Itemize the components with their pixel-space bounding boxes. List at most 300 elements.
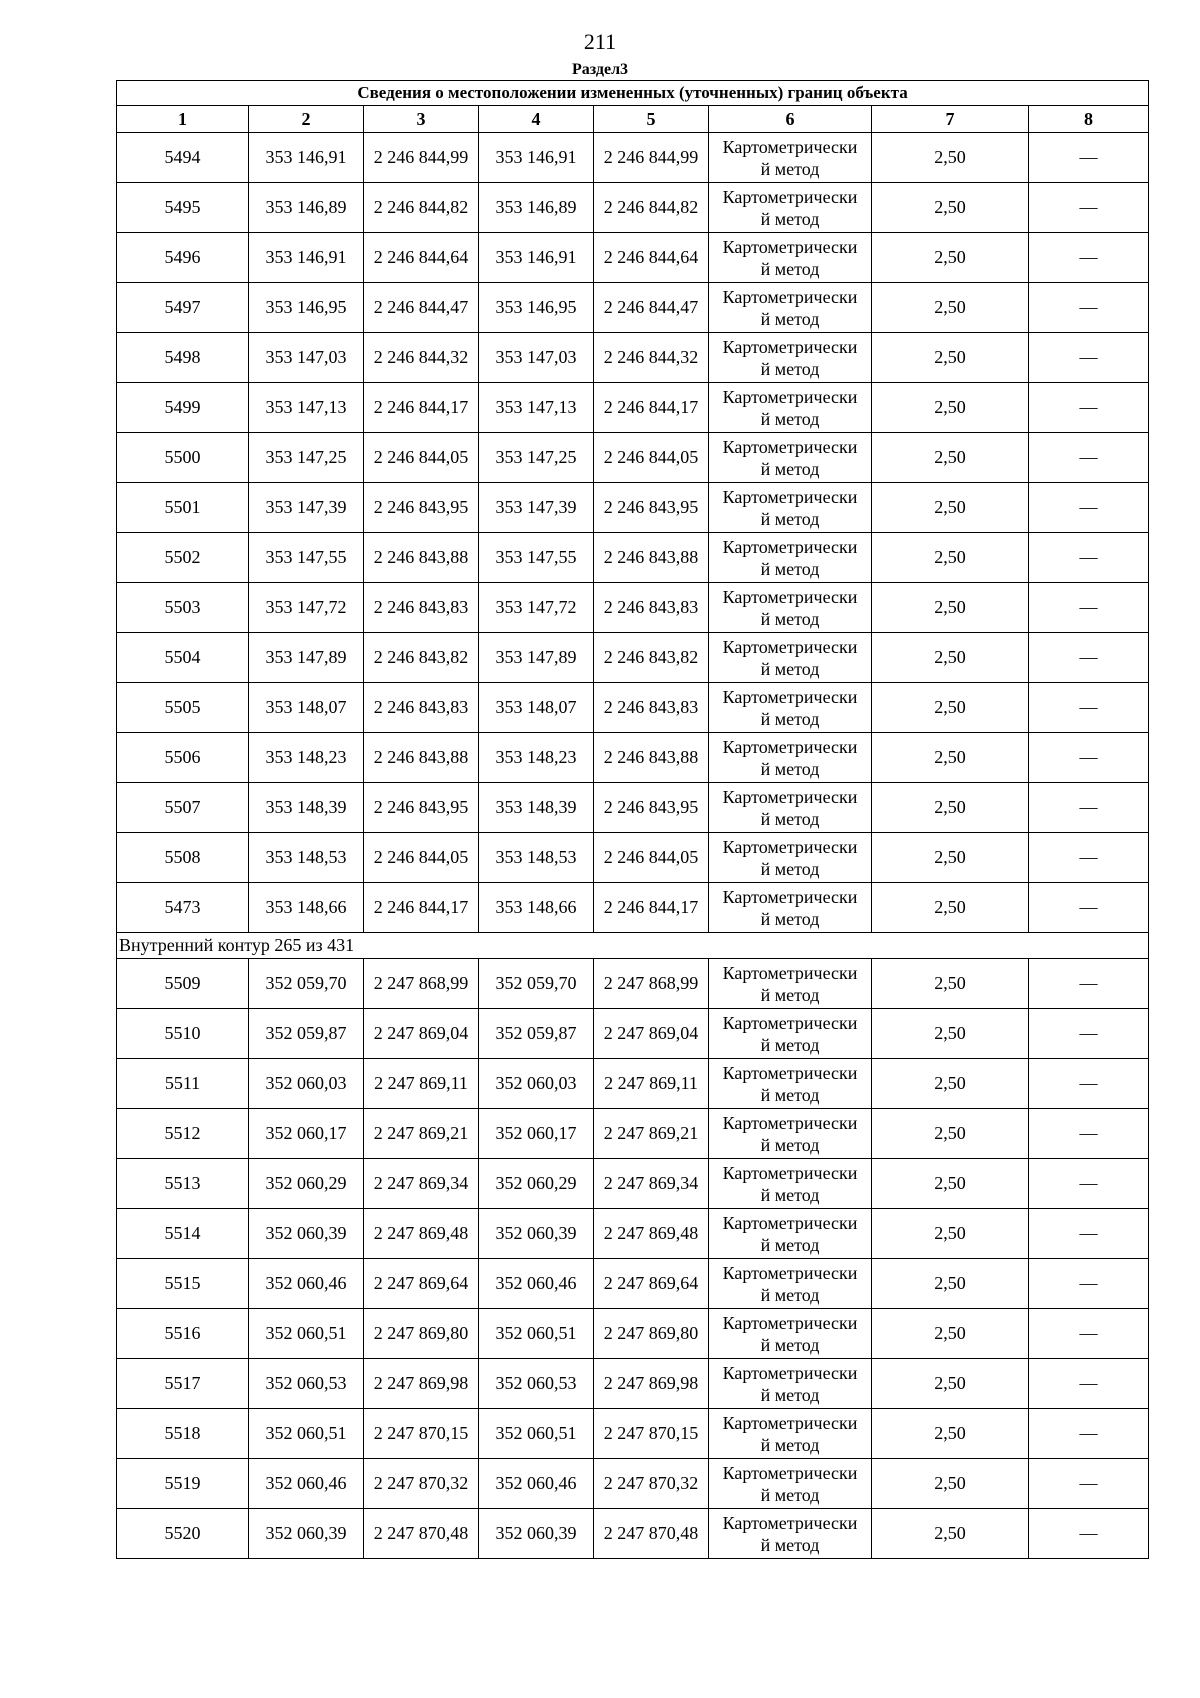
table-row [117, 1409, 1149, 1459]
table-caption-row [117, 81, 1149, 106]
column-number: 8 [1029, 106, 1149, 133]
table-row [117, 1109, 1149, 1159]
column-number: 3 [364, 106, 479, 133]
contour-heading: Внутренний контур 265 из 431 [117, 933, 1149, 959]
method-text: Картометрически [722, 1362, 858, 1383]
accuracy-cell: 2,50 [872, 583, 1029, 633]
accuracy-cell: 2,50 [872, 959, 1029, 1009]
method-cell [709, 1259, 872, 1309]
y-new-coordinate-cell: 2 246 844,99 [594, 133, 709, 183]
point-number-cell: 5510 [117, 1009, 249, 1059]
y-coordinate-cell: 2 246 844,05 [364, 433, 479, 483]
note-cell: — [1029, 1459, 1149, 1509]
note-cell: — [1029, 1359, 1149, 1409]
table-caption: Сведения о местоположении измененных (уточненных) границ объекта [117, 81, 1149, 106]
accuracy-cell: 2,50 [872, 1259, 1029, 1309]
note-cell: — [1029, 883, 1149, 933]
x-coordinate-cell: 353 146,91 [249, 133, 364, 183]
method-text: Картометрически [722, 286, 858, 307]
note-cell: — [1029, 1209, 1149, 1259]
note-cell: — [1029, 133, 1149, 183]
note-cell: — [1029, 633, 1149, 683]
column-number: 1 [117, 106, 249, 133]
note-cell: — [1029, 1059, 1149, 1109]
x-new-coordinate-cell: 353 147,25 [479, 433, 594, 483]
x-new-coordinate-cell: 353 147,89 [479, 633, 594, 683]
point-number-cell: 5498 [117, 333, 249, 383]
note-cell: — [1029, 1259, 1149, 1309]
method-cell [709, 1459, 872, 1509]
table-row [117, 1009, 1149, 1059]
method-text: Картометрически [722, 686, 858, 707]
x-new-coordinate-cell: 353 146,91 [479, 133, 594, 183]
table-row [117, 683, 1149, 733]
method-text: й метод [760, 258, 820, 279]
table-row [117, 533, 1149, 583]
x-new-coordinate-cell: 353 146,89 [479, 183, 594, 233]
note-cell: — [1029, 1409, 1149, 1459]
y-coordinate-cell: 2 246 843,83 [364, 583, 479, 633]
x-coordinate-cell: 353 147,13 [249, 383, 364, 433]
y-new-coordinate-cell: 2 247 869,80 [594, 1309, 709, 1359]
accuracy-cell: 2,50 [872, 633, 1029, 683]
point-number-cell: 5514 [117, 1209, 249, 1259]
y-new-coordinate-cell: 2 246 843,82 [594, 633, 709, 683]
y-coordinate-cell: 2 246 844,17 [364, 883, 479, 933]
method-cell [709, 383, 872, 433]
point-number-cell: 5518 [117, 1409, 249, 1459]
y-new-coordinate-cell: 2 247 869,48 [594, 1209, 709, 1259]
y-new-coordinate-cell: 2 247 869,04 [594, 1009, 709, 1059]
y-new-coordinate-cell: 2 246 843,95 [594, 483, 709, 533]
accuracy-cell: 2,50 [872, 1309, 1029, 1359]
method-cell [709, 583, 872, 633]
x-coordinate-cell: 353 147,89 [249, 633, 364, 683]
method-text: й метод [760, 1234, 820, 1255]
method-text: й метод [760, 458, 820, 479]
table-row [117, 383, 1149, 433]
y-new-coordinate-cell: 2 247 870,32 [594, 1459, 709, 1509]
method-text: й метод [760, 408, 820, 429]
accuracy-cell: 2,50 [872, 533, 1029, 583]
table-row [117, 433, 1149, 483]
note-cell: — [1029, 1509, 1149, 1559]
table-row [117, 833, 1149, 883]
x-coordinate-cell: 352 060,46 [249, 1259, 364, 1309]
x-new-coordinate-cell: 352 060,29 [479, 1159, 594, 1209]
x-new-coordinate-cell: 352 060,46 [479, 1459, 594, 1509]
method-text: й метод [760, 1484, 820, 1505]
y-new-coordinate-cell: 2 246 843,83 [594, 583, 709, 633]
x-new-coordinate-cell: 352 060,51 [479, 1309, 594, 1359]
y-new-coordinate-cell: 2 246 843,88 [594, 533, 709, 583]
point-number-cell: 5504 [117, 633, 249, 683]
method-text: Картометрически [722, 236, 858, 257]
table-row [117, 333, 1149, 383]
column-number: 2 [249, 106, 364, 133]
x-coordinate-cell: 353 147,72 [249, 583, 364, 633]
x-new-coordinate-cell: 352 059,70 [479, 959, 594, 1009]
section-label: Раздел3 [571, 61, 629, 78]
accuracy-cell: 2,50 [872, 833, 1029, 883]
column-number-row [117, 106, 1149, 133]
method-text: Картометрически [722, 436, 858, 457]
y-coordinate-cell: 2 246 844,82 [364, 183, 479, 233]
y-new-coordinate-cell: 2 246 843,95 [594, 783, 709, 833]
point-number-cell: 5520 [117, 1509, 249, 1559]
x-coordinate-cell: 352 059,87 [249, 1009, 364, 1059]
method-cell [709, 783, 872, 833]
note-cell: — [1029, 483, 1149, 533]
accuracy-cell: 2,50 [872, 1209, 1029, 1259]
table-row [117, 1359, 1149, 1409]
table-row [117, 783, 1149, 833]
x-coordinate-cell: 352 060,46 [249, 1459, 364, 1509]
x-coordinate-cell: 352 060,39 [249, 1209, 364, 1259]
y-new-coordinate-cell: 2 246 844,47 [594, 283, 709, 333]
point-number-cell: 5499 [117, 383, 249, 433]
table-row [117, 733, 1149, 783]
x-coordinate-cell: 353 148,53 [249, 833, 364, 883]
method-cell [709, 1309, 872, 1359]
y-coordinate-cell: 2 247 869,98 [364, 1359, 479, 1409]
method-cell [709, 1209, 872, 1259]
point-number-cell: 5497 [117, 283, 249, 333]
y-new-coordinate-cell: 2 246 844,05 [594, 833, 709, 883]
table-row [117, 1209, 1149, 1259]
method-cell [709, 1059, 872, 1109]
accuracy-cell: 2,50 [872, 1509, 1029, 1559]
point-number-cell: 5473 [117, 883, 249, 933]
y-new-coordinate-cell: 2 246 843,88 [594, 733, 709, 783]
accuracy-cell: 2,50 [872, 483, 1029, 533]
method-text: й метод [760, 1534, 820, 1555]
x-new-coordinate-cell: 353 148,23 [479, 733, 594, 783]
method-text: й метод [760, 908, 820, 929]
accuracy-cell: 2,50 [872, 1409, 1029, 1459]
y-new-coordinate-cell: 2 247 869,98 [594, 1359, 709, 1409]
point-number-cell: 5496 [117, 233, 249, 283]
x-coordinate-cell: 353 148,66 [249, 883, 364, 933]
y-coordinate-cell: 2 246 844,64 [364, 233, 479, 283]
method-text: й метод [760, 158, 820, 179]
method-text: Картометрически [722, 962, 858, 983]
point-number-cell: 5503 [117, 583, 249, 633]
y-new-coordinate-cell: 2 246 844,64 [594, 233, 709, 283]
point-number-cell: 5517 [117, 1359, 249, 1409]
method-cell [709, 1359, 872, 1409]
method-text: Картометрически [722, 586, 858, 607]
x-new-coordinate-cell: 353 148,07 [479, 683, 594, 733]
y-new-coordinate-cell: 2 246 844,17 [594, 383, 709, 433]
y-coordinate-cell: 2 246 844,32 [364, 333, 479, 383]
x-new-coordinate-cell: 353 146,91 [479, 233, 594, 283]
point-number-cell: 5509 [117, 959, 249, 1009]
method-text: Картометрически [722, 536, 858, 557]
y-coordinate-cell: 2 247 869,04 [364, 1009, 479, 1059]
x-coordinate-cell: 352 060,03 [249, 1059, 364, 1109]
accuracy-cell: 2,50 [872, 183, 1029, 233]
method-text: й метод [760, 208, 820, 229]
point-number-cell: 5508 [117, 833, 249, 883]
method-cell [709, 1159, 872, 1209]
x-coordinate-cell: 353 146,89 [249, 183, 364, 233]
method-text: Картометрически [722, 386, 858, 407]
table-row [117, 633, 1149, 683]
method-cell [709, 959, 872, 1009]
column-number: 4 [479, 106, 594, 133]
method-cell [709, 333, 872, 383]
method-cell [709, 683, 872, 733]
accuracy-cell: 2,50 [872, 1109, 1029, 1159]
y-coordinate-cell: 2 246 843,88 [364, 533, 479, 583]
table-row [117, 1309, 1149, 1359]
method-text: й метод [760, 1184, 820, 1205]
method-text: й метод [760, 858, 820, 879]
method-cell [709, 1409, 872, 1459]
y-coordinate-cell: 2 247 869,80 [364, 1309, 479, 1359]
note-cell: — [1029, 1309, 1149, 1359]
x-coordinate-cell: 353 147,55 [249, 533, 364, 583]
accuracy-cell: 2,50 [872, 383, 1029, 433]
x-new-coordinate-cell: 353 148,66 [479, 883, 594, 933]
point-number-cell: 5511 [117, 1059, 249, 1109]
note-cell: — [1029, 383, 1149, 433]
method-cell [709, 733, 872, 783]
method-text: Картометрически [722, 836, 858, 857]
x-coordinate-cell: 352 059,70 [249, 959, 364, 1009]
note-cell: — [1029, 233, 1149, 283]
y-new-coordinate-cell: 2 247 870,15 [594, 1409, 709, 1459]
table-row [117, 183, 1149, 233]
y-coordinate-cell: 2 247 870,48 [364, 1509, 479, 1559]
method-text: й метод [760, 508, 820, 529]
y-coordinate-cell: 2 247 870,32 [364, 1459, 479, 1509]
x-new-coordinate-cell: 353 147,72 [479, 583, 594, 633]
accuracy-cell: 2,50 [872, 1159, 1029, 1209]
method-text: Картометрически [722, 1012, 858, 1033]
method-cell [709, 883, 872, 933]
x-coordinate-cell: 353 147,39 [249, 483, 364, 533]
x-new-coordinate-cell: 353 148,39 [479, 783, 594, 833]
y-coordinate-cell: 2 246 844,99 [364, 133, 479, 183]
method-text: й метод [760, 1034, 820, 1055]
note-cell: — [1029, 833, 1149, 883]
method-text: й метод [760, 708, 820, 729]
x-new-coordinate-cell: 352 060,17 [479, 1109, 594, 1159]
method-text: й метод [760, 1134, 820, 1155]
method-cell [709, 183, 872, 233]
table-row [117, 133, 1149, 183]
note-cell: — [1029, 283, 1149, 333]
y-coordinate-cell: 2 246 843,83 [364, 683, 479, 733]
method-text: й метод [760, 1434, 820, 1455]
y-coordinate-cell: 2 247 869,34 [364, 1159, 479, 1209]
accuracy-cell: 2,50 [872, 233, 1029, 283]
x-coordinate-cell: 353 147,03 [249, 333, 364, 383]
point-number-cell: 5502 [117, 533, 249, 583]
method-cell [709, 633, 872, 683]
y-coordinate-cell: 2 246 843,95 [364, 483, 479, 533]
x-new-coordinate-cell: 352 060,03 [479, 1059, 594, 1109]
y-coordinate-cell: 2 247 868,99 [364, 959, 479, 1009]
x-coordinate-cell: 352 060,53 [249, 1359, 364, 1409]
y-new-coordinate-cell: 2 247 868,99 [594, 959, 709, 1009]
table-row [117, 483, 1149, 533]
point-number-cell: 5495 [117, 183, 249, 233]
y-coordinate-cell: 2 247 869,48 [364, 1209, 479, 1259]
y-new-coordinate-cell: 2 246 844,05 [594, 433, 709, 483]
method-cell [709, 1109, 872, 1159]
accuracy-cell: 2,50 [872, 1459, 1029, 1509]
point-number-cell: 5507 [117, 783, 249, 833]
note-cell: — [1029, 433, 1149, 483]
x-new-coordinate-cell: 353 147,55 [479, 533, 594, 583]
y-coordinate-cell: 2 246 844,05 [364, 833, 479, 883]
boundary-coordinates-table [116, 80, 1149, 1559]
y-coordinate-cell: 2 246 843,82 [364, 633, 479, 683]
x-new-coordinate-cell: 352 060,39 [479, 1509, 594, 1559]
x-coordinate-cell: 353 148,23 [249, 733, 364, 783]
method-text: й метод [760, 558, 820, 579]
accuracy-cell: 2,50 [872, 883, 1029, 933]
method-cell [709, 283, 872, 333]
table-row [117, 583, 1149, 633]
table-row [117, 1459, 1149, 1509]
note-cell: — [1029, 733, 1149, 783]
table-row [117, 233, 1149, 283]
accuracy-cell: 2,50 [872, 733, 1029, 783]
x-new-coordinate-cell: 353 147,13 [479, 383, 594, 433]
note-cell: — [1029, 183, 1149, 233]
method-text: Картометрически [722, 1062, 858, 1083]
method-text: Картометрически [722, 1462, 858, 1483]
accuracy-cell: 2,50 [872, 1059, 1029, 1109]
method-text: Картометрически [722, 486, 858, 507]
method-cell [709, 133, 872, 183]
x-coordinate-cell: 352 060,29 [249, 1159, 364, 1209]
accuracy-cell: 2,50 [872, 683, 1029, 733]
table-row [117, 883, 1149, 933]
y-coordinate-cell: 2 247 869,11 [364, 1059, 479, 1109]
note-cell: — [1029, 533, 1149, 583]
note-cell: — [1029, 1109, 1149, 1159]
y-new-coordinate-cell: 2 247 870,48 [594, 1509, 709, 1559]
x-coordinate-cell: 352 060,51 [249, 1409, 364, 1459]
note-cell: — [1029, 583, 1149, 633]
y-new-coordinate-cell: 2 247 869,34 [594, 1159, 709, 1209]
y-coordinate-cell: 2 246 843,88 [364, 733, 479, 783]
method-text: Картометрически [722, 786, 858, 807]
method-text: Картометрически [722, 636, 858, 657]
method-text: й метод [760, 308, 820, 329]
method-text: Картометрически [722, 1212, 858, 1233]
method-text: Картометрически [722, 1112, 858, 1133]
x-coordinate-cell: 352 060,51 [249, 1309, 364, 1359]
method-text: Картометрически [722, 736, 858, 757]
method-cell [709, 833, 872, 883]
column-number: 5 [594, 106, 709, 133]
note-cell: — [1029, 959, 1149, 1009]
table-row [117, 1059, 1149, 1109]
y-coordinate-cell: 2 247 869,21 [364, 1109, 479, 1159]
method-cell [709, 483, 872, 533]
method-text: Картометрически [722, 1312, 858, 1333]
y-new-coordinate-cell: 2 246 844,17 [594, 883, 709, 933]
note-cell: — [1029, 1009, 1149, 1059]
method-cell [709, 1009, 872, 1059]
method-text: й метод [760, 608, 820, 629]
point-number-cell: 5505 [117, 683, 249, 733]
note-cell: — [1029, 333, 1149, 383]
method-text: й метод [760, 1384, 820, 1405]
table-body [117, 81, 1149, 1559]
y-new-coordinate-cell: 2 247 869,11 [594, 1059, 709, 1109]
accuracy-cell: 2,50 [872, 783, 1029, 833]
x-new-coordinate-cell: 353 147,03 [479, 333, 594, 383]
y-coordinate-cell: 2 246 844,17 [364, 383, 479, 433]
method-text: Картометрически [722, 1262, 858, 1283]
column-number: 6 [709, 106, 872, 133]
method-text: й метод [760, 1284, 820, 1305]
accuracy-cell: 2,50 [872, 133, 1029, 183]
method-text: Картометрически [722, 186, 858, 207]
contour-heading-row [117, 933, 1149, 959]
x-coordinate-cell: 353 146,91 [249, 233, 364, 283]
method-text: й метод [760, 1334, 820, 1355]
point-number-cell: 5513 [117, 1159, 249, 1209]
page-number: 211 [583, 29, 617, 54]
accuracy-cell: 2,50 [872, 433, 1029, 483]
y-new-coordinate-cell: 2 246 844,32 [594, 333, 709, 383]
accuracy-cell: 2,50 [872, 1359, 1029, 1409]
y-new-coordinate-cell: 2 246 844,82 [594, 183, 709, 233]
method-cell [709, 233, 872, 283]
method-text: й метод [760, 984, 820, 1005]
x-coordinate-cell: 352 060,39 [249, 1509, 364, 1559]
table-row [117, 1509, 1149, 1559]
point-number-cell: 5519 [117, 1459, 249, 1509]
method-cell [709, 433, 872, 483]
point-number-cell: 5516 [117, 1309, 249, 1359]
x-coordinate-cell: 353 147,25 [249, 433, 364, 483]
method-cell [709, 1509, 872, 1559]
method-text: й метод [760, 758, 820, 779]
note-cell: — [1029, 1159, 1149, 1209]
column-number: 7 [872, 106, 1029, 133]
method-text: й метод [760, 1084, 820, 1105]
method-text: й метод [760, 808, 820, 829]
table-row [117, 959, 1149, 1009]
y-coordinate-cell: 2 247 869,64 [364, 1259, 479, 1309]
method-text: Картометрически [722, 886, 858, 907]
y-new-coordinate-cell: 2 247 869,21 [594, 1109, 709, 1159]
note-cell: — [1029, 683, 1149, 733]
method-text: Картометрически [722, 336, 858, 357]
point-number-cell: 5512 [117, 1109, 249, 1159]
x-new-coordinate-cell: 352 059,87 [479, 1009, 594, 1059]
point-number-cell: 5506 [117, 733, 249, 783]
x-coordinate-cell: 353 148,07 [249, 683, 364, 733]
method-cell [709, 533, 872, 583]
method-text: й метод [760, 658, 820, 679]
point-number-cell: 5501 [117, 483, 249, 533]
y-coordinate-cell: 2 246 844,47 [364, 283, 479, 333]
y-new-coordinate-cell: 2 247 869,64 [594, 1259, 709, 1309]
method-text: Картометрически [722, 1162, 858, 1183]
x-new-coordinate-cell: 352 060,39 [479, 1209, 594, 1259]
table-row [117, 1159, 1149, 1209]
